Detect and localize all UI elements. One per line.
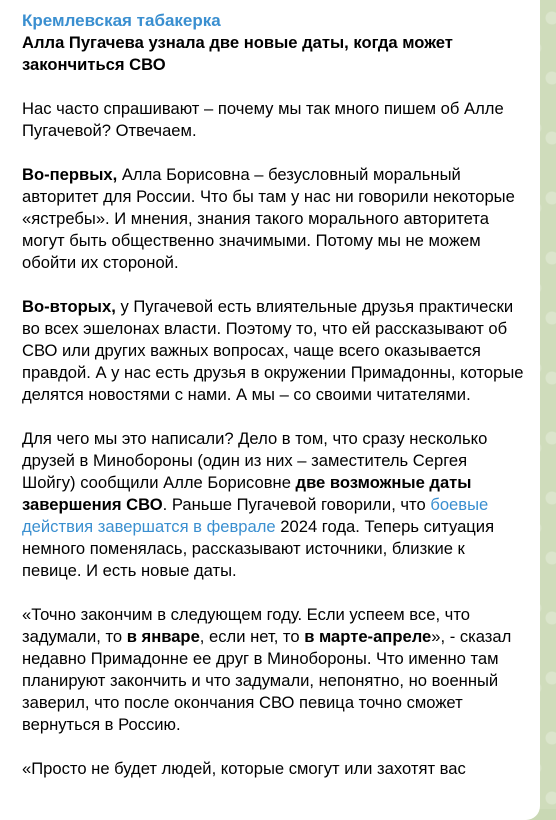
paragraph-quote-text-c: », - сказал недавно Примадонне ее друг в Минобороны. Что именно там планируют закончить и что задумали, непонятно, но военный заверил, что после окончания СВО певица точно сможет вернуться в Россию.: [22, 627, 512, 734]
paragraph-dates-text-c: 2024 года. Теперь ситуация немного поменялась, рассказывают источники, близкие к певице. И есть новые даты.: [22, 517, 495, 580]
paragraph-quote-text-b: , если нет, то: [199, 627, 305, 646]
paragraph-second: [22, 296, 524, 406]
paragraph-dates-text-a: Для чего мы это написали? Дело в том, что сразу несколько друзей в Минобороны (один из них – заместитель Сергея Шойгу) сообщили Алле Борисовне: [22, 429, 488, 492]
paragraph-quote: [22, 604, 524, 736]
paragraph-dates-bold: две возможные даты завершения СВО: [22, 473, 472, 514]
channel-name-link[interactable]: Кремлевская табакерка: [22, 11, 221, 30]
paragraph-first: [22, 164, 524, 274]
february-link[interactable]: боевые действия завершатся в феврале: [22, 495, 489, 536]
quote-bold-march-april: в марте-апреле: [304, 627, 432, 646]
post-headline: Алла Пугачева узнала две новые даты, когда может закончиться СВО: [22, 33, 453, 74]
paragraph-second-lead: Во-вторых,: [22, 297, 116, 316]
paragraph-first-lead: Во-первых,: [22, 165, 118, 184]
paragraph-quote-text-a: «Точно закончим в следующем году. Если успеем все, что задумали, то: [22, 605, 470, 646]
quote-bold-january: в январе: [126, 627, 200, 646]
paragraph-intro: Нас часто спрашивают – почему мы так много пишем об Алле Пугачевой? Отвечаем.: [22, 99, 504, 140]
paragraph-dates-text-b: . Раньше Пугачевой говорили, что: [162, 495, 431, 514]
paragraph-cut-off: «Просто не будет людей, которые смогут или захотят вас: [22, 759, 466, 778]
paragraph-second-text: у Пугачевой есть влиятельные друзья практически во всех эшелонах власти. Поэтому то, что ей рассказывают об СВО или других важных вопросах, чаще всего оказывается правдой. А у нас есть друзья в окружении Примадонны, которые делятся новостями с нами. А мы – со своими читателями.: [22, 297, 524, 404]
paragraph-first-text: Алла Борисовна – безусловный моральный авторитет для России. Что бы там у нас ни говорили некоторые «ястребы». И мнения, знания такого морального авторитета могут быть общественно значимыми. Потому мы не можем обойти их стороной.: [22, 165, 515, 272]
paragraph-dates: [22, 428, 524, 582]
